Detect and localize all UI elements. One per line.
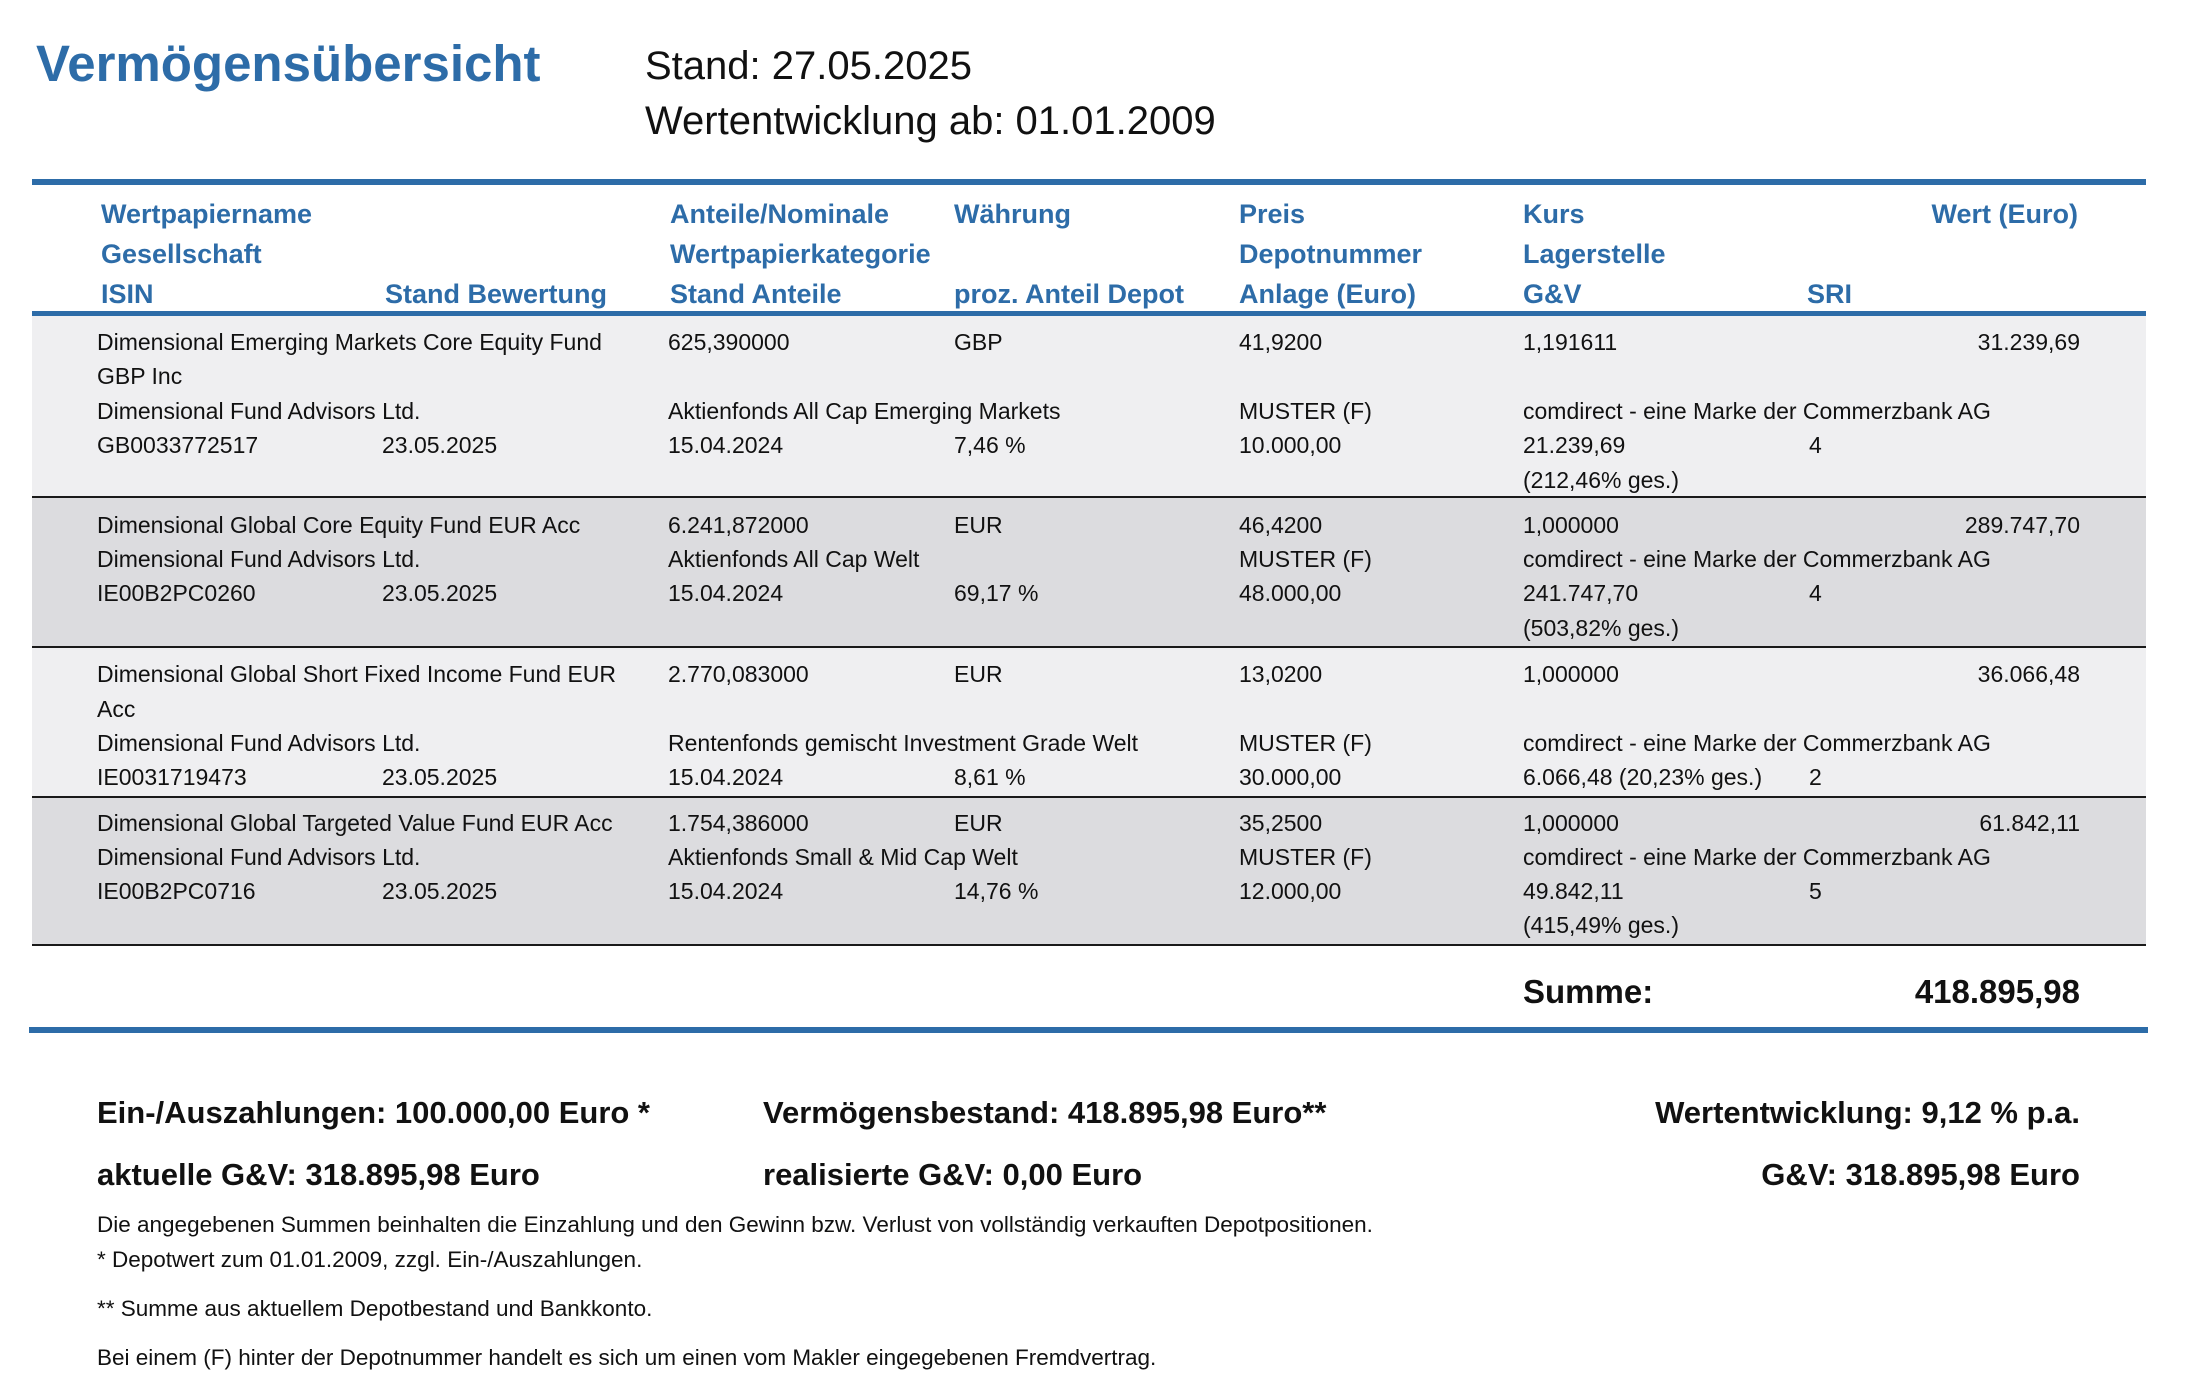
fund-name-cont: GBP Inc (97, 363, 183, 389)
col-depotnummer: Depotnummer (1239, 239, 1423, 269)
guv: 21.239,69 (1523, 432, 1626, 458)
fund-isin: IE00B2PC0716 (97, 878, 256, 904)
col-kurs: Kurs (1523, 199, 1585, 229)
col-lagerstelle: Lagerstelle (1523, 239, 1666, 269)
guv-pct: (212,46% ges.) (1523, 467, 1679, 493)
wertentwicklung-start: Wertentwicklung ab: 01.01.2009 (645, 99, 1216, 143)
fund-name: Dimensional Global Core Equity Fund EUR Acc (97, 512, 581, 538)
depotnummer: MUSTER (F) (1239, 398, 1372, 424)
stand-bewertung: 23.05.2025 (382, 878, 498, 904)
preis: 35,2500 (1239, 810, 1323, 836)
lagerstelle: comdirect - eine Marke der Commerzbank AG (1523, 730, 1991, 756)
row-divider (32, 944, 2146, 946)
anteile: 1.754,386000 (668, 810, 809, 836)
kategorie: Rentenfonds gemischt Investment Grade Welt (668, 730, 1139, 756)
col-isin: ISIN (101, 279, 154, 309)
proz-anteil: 7,46 % (954, 432, 1026, 458)
col-sri: SRI (1807, 279, 1853, 309)
anlage: 10.000,00 (1239, 432, 1342, 458)
lagerstelle: comdirect - eine Marke der Commerzbank AG (1523, 398, 1991, 424)
kategorie: Aktienfonds All Cap Emerging Markets (668, 398, 1061, 424)
preis: 41,9200 (1239, 329, 1323, 355)
fund-company: Dimensional Fund Advisors Ltd. (97, 398, 421, 424)
fund-name: Dimensional Global Short Fixed Income Fund EUR (97, 661, 617, 687)
summe-bottom-line (29, 1027, 2148, 1033)
wert: 289.747,70 (1964, 512, 2080, 538)
sri: 5 (1809, 878, 1822, 904)
stand-anteile: 15.04.2024 (668, 432, 784, 458)
proz-anteil: 69,17 % (954, 580, 1039, 606)
anteile: 2.770,083000 (668, 661, 809, 687)
fund-company: Dimensional Fund Advisors Ltd. (97, 844, 421, 870)
stand-bewertung: 23.05.2025 (382, 764, 498, 790)
page-title: Vermögensübersicht (36, 35, 541, 92)
waehrung: EUR (954, 810, 1003, 836)
col-anteile: Anteile/Nominale (670, 199, 890, 229)
anlage: 30.000,00 (1239, 764, 1342, 790)
summe-value: 418.895,98 (1914, 973, 2080, 1010)
fund-company: Dimensional Fund Advisors Ltd. (97, 546, 421, 572)
waehrung: GBP (954, 329, 1003, 355)
stand-anteile: 15.04.2024 (668, 878, 784, 904)
fund-name: Dimensional Emerging Markets Core Equity Fund (97, 329, 602, 355)
anlage: 48.000,00 (1239, 580, 1342, 606)
header-top-line (32, 179, 2146, 185)
vermoegensbestand: Vermögensbestand: 418.895,98 Euro** (763, 1095, 1327, 1130)
depotnummer: MUSTER (F) (1239, 844, 1372, 870)
summe-label: Summe: (1523, 973, 1654, 1010)
guv: 49.842,11 (1523, 878, 1624, 904)
col-proz-anteil: proz. Anteil Depot (954, 279, 1184, 309)
wertentwicklung-pa: Wertentwicklung: 9,12 % p.a. (1655, 1095, 2080, 1130)
col-waehrung: Währung (954, 199, 1071, 229)
kurs: 1,191611 (1523, 329, 1618, 355)
wert: 31.239,69 (1977, 329, 2080, 355)
col-wert: Wert (Euro) (1931, 199, 2078, 229)
anteile: 625,390000 (668, 329, 790, 355)
note: * Depotwert zum 01.01.2009, zzgl. Ein-/Auszahlungen. (97, 1247, 643, 1272)
sri: 2 (1809, 764, 1822, 790)
guv-total: G&V: 318.895,98 Euro (1761, 1157, 2080, 1192)
col-stand-bewertung: Stand Bewertung (385, 279, 608, 309)
kategorie: Aktienfonds Small & Mid Cap Welt (668, 844, 1018, 870)
waehrung: EUR (954, 661, 1003, 687)
stand-anteile: 15.04.2024 (668, 580, 784, 606)
fund-company: Dimensional Fund Advisors Ltd. (97, 730, 421, 756)
depotnummer: MUSTER (F) (1239, 730, 1372, 756)
col-preis: Preis (1239, 199, 1306, 229)
col-wertpapiername: Wertpapiername (101, 199, 313, 229)
preis: 13,0200 (1239, 661, 1323, 687)
wert: 36.066,48 (1977, 661, 2080, 687)
sri: 4 (1809, 432, 1822, 458)
guv-pct: (503,82% ges.) (1523, 615, 1679, 641)
sri: 4 (1809, 580, 1822, 606)
einauszahlungen: Ein-/Auszahlungen: 100.000,00 Euro * (97, 1095, 650, 1130)
guv: 6.066,48 (20,23% ges.) (1523, 764, 1763, 790)
note: ** Summe aus aktuellem Depotbestand und Bankkonto. (97, 1296, 653, 1321)
fund-isin: IE0031719473 (97, 764, 247, 790)
wert: 61.842,11 (1979, 810, 2080, 836)
fund-isin: IE00B2PC0260 (97, 580, 256, 606)
note: Bei einem (F) hinter der Depotnummer handelt es sich um einen vom Makler eingegebenen Fremdvertrag. (97, 1345, 1157, 1370)
col-anlage: Anlage (Euro) (1239, 279, 1417, 309)
proz-anteil: 8,61 % (954, 764, 1026, 790)
fund-name-cont: Acc (97, 696, 136, 722)
note: Die angegebenen Summen beinhalten die Einzahlung und den Gewinn bzw. Verlust von vollständig verkauften Depotpositionen. (97, 1212, 1373, 1237)
stand-anteile: 15.04.2024 (668, 764, 784, 790)
anlage: 12.000,00 (1239, 878, 1342, 904)
waehrung: EUR (954, 512, 1003, 538)
realisierte-guv: realisierte G&V: 0,00 Euro (763, 1157, 1143, 1192)
fund-name: Dimensional Global Targeted Value Fund EUR Acc (97, 810, 613, 836)
stand-bewertung: 23.05.2025 (382, 580, 498, 606)
col-gesellschaft: Gesellschaft (101, 239, 262, 269)
preis: 46,4200 (1239, 512, 1323, 538)
guv-pct: (415,49% ges.) (1523, 912, 1679, 938)
proz-anteil: 14,76 % (954, 878, 1039, 904)
lagerstelle: comdirect - eine Marke der Commerzbank AG (1523, 844, 1991, 870)
guv: 241.747,70 (1523, 580, 1639, 606)
col-kategorie: Wertpapierkategorie (670, 239, 931, 269)
col-stand-anteile: Stand Anteile (670, 279, 842, 309)
kurs: 1,000000 (1523, 661, 1619, 687)
kategorie: Aktienfonds All Cap Welt (668, 546, 920, 572)
col-guv: G&V (1523, 279, 1582, 309)
depotnummer: MUSTER (F) (1239, 546, 1372, 572)
stand-date: Stand: 27.05.2025 (645, 44, 972, 88)
aktuelle-guv: aktuelle G&V: 318.895,98 Euro (97, 1157, 540, 1192)
anteile: 6.241,872000 (668, 512, 809, 538)
kurs: 1,000000 (1523, 810, 1619, 836)
lagerstelle: comdirect - eine Marke der Commerzbank AG (1523, 546, 1991, 572)
stand-bewertung: 23.05.2025 (382, 432, 498, 458)
kurs: 1,000000 (1523, 512, 1619, 538)
fund-isin: GB0033772517 (97, 432, 259, 458)
